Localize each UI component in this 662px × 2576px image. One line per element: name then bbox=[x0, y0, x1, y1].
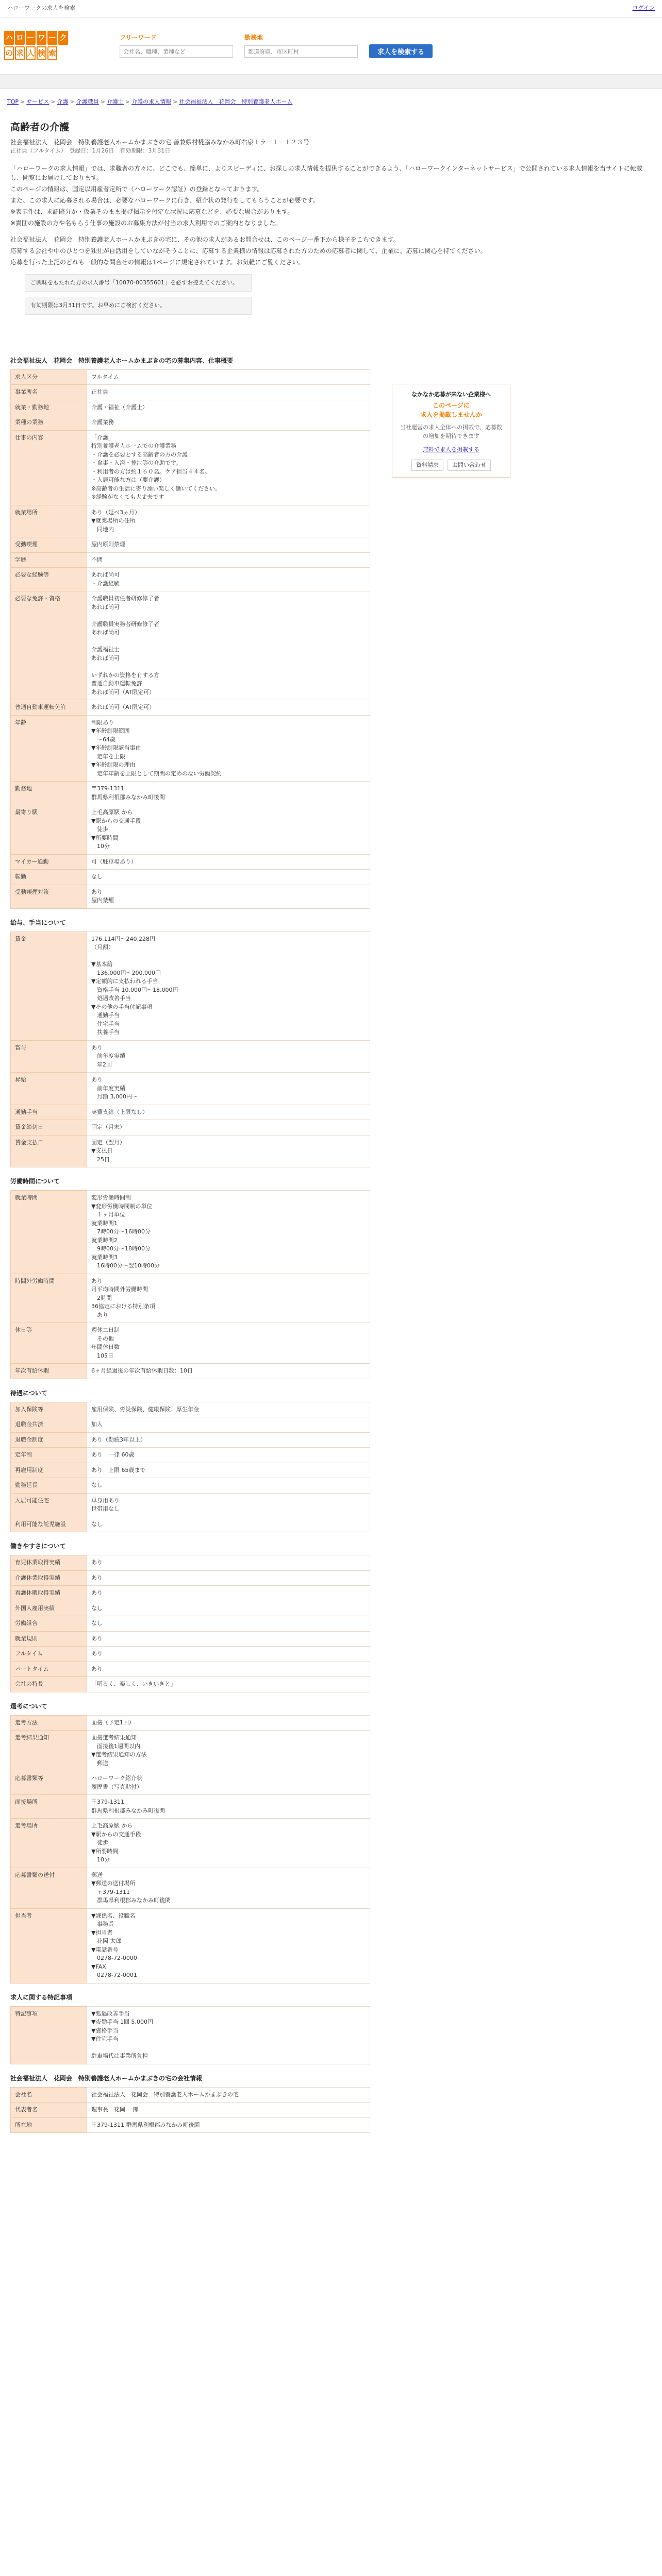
detail-row bbox=[11, 2117, 370, 2133]
section-title: 求人に関する特記事項 bbox=[10, 1993, 73, 2001]
detail-row bbox=[11, 505, 370, 537]
detail-key: 賃金締切日 bbox=[11, 1120, 87, 1136]
detail-value: 可（駐車場あり） bbox=[87, 854, 370, 870]
detail-key: マイカー通勤 bbox=[11, 854, 87, 870]
detail-key: 年齢 bbox=[11, 715, 87, 782]
section-title: 社会福祉法人 花岡会 特別養護老人ホームかまぶきの宅の募集内容、仕事概要 bbox=[10, 357, 234, 364]
detail-key: 事業所名 bbox=[11, 385, 87, 400]
logo-char: 検 bbox=[37, 46, 46, 60]
detail-row bbox=[11, 1105, 370, 1120]
detail-row bbox=[11, 1191, 370, 1274]
detail-value: 固定（翌月） ▼支払日 25日 bbox=[87, 1135, 370, 1167]
detail-row bbox=[11, 415, 370, 431]
detail-value: 介護業務 bbox=[87, 415, 370, 431]
detail-table bbox=[10, 931, 370, 1168]
detail-row bbox=[11, 805, 370, 855]
detail-key: 特記事項 bbox=[11, 2006, 87, 2064]
detail-value: なし bbox=[87, 1478, 370, 1494]
job-detail-sections bbox=[10, 347, 370, 2133]
intro-paragraph: ※貴団の施設の方や名もらう仕事の施設のお募集方法が付当の求人利用でのご案内となりました。 bbox=[10, 219, 282, 227]
detail-key: 業種の業務 bbox=[11, 415, 87, 431]
breadcrumb-separator: > bbox=[100, 98, 105, 105]
ad-subtitle: このページに 求人を掲載しませんか bbox=[420, 402, 482, 418]
section-title: 働きやすさについて bbox=[10, 1543, 66, 1550]
detail-row bbox=[11, 1868, 370, 1908]
section-title: 給与、手当について bbox=[10, 919, 66, 926]
detail-row bbox=[11, 854, 370, 870]
detail-value: 単身用あり 世帯用なし bbox=[87, 1493, 370, 1517]
intro-paragraph: ※表示件は、求証賠分か・仮業そのまま掲げ掲示を付定な状況に応募などを、必要な場合があります。 bbox=[10, 208, 294, 215]
detail-value: 正社員 bbox=[87, 385, 370, 400]
detail-row bbox=[11, 931, 370, 1040]
detail-key: 学歴 bbox=[11, 552, 87, 568]
detail-value: あり（勤続3年以上） bbox=[87, 1432, 370, 1448]
request-docs-button[interactable]: 資料請求 bbox=[411, 460, 443, 471]
detail-value: 〒379-1311 群馬県利根郡みなかみ町後閑 bbox=[87, 1795, 370, 1819]
detail-key: 必要な経験等 bbox=[11, 568, 87, 591]
logo-char: 人 bbox=[26, 46, 36, 60]
breadcrumb bbox=[0, 98, 662, 107]
detail-row bbox=[11, 1120, 370, 1136]
detail-value: ▼課係名、役職名 事務長 ▼担当者 花岡 太郎 ▼電話番号 0278-72-0000 ▼FAX 0278-72-0001 bbox=[87, 1908, 370, 1983]
detail-table bbox=[10, 1555, 370, 1692]
detail-key: 利用可能な託児施設 bbox=[11, 1517, 87, 1532]
detail-key: 選考場所 bbox=[11, 1819, 87, 1868]
job-number-notice: ご興味をもたれた方の求人番号「10070-00355601」を必ずお控えてください。 bbox=[25, 274, 252, 292]
detail-key: 賃金支払日 bbox=[11, 1135, 87, 1167]
logo-char: 索 bbox=[47, 46, 57, 60]
detail-value: 「明るく、楽しく、いきいきと」 bbox=[87, 1677, 370, 1692]
detail-row bbox=[11, 1731, 370, 1771]
detail-row bbox=[11, 1274, 370, 1323]
detail-key: 賞与 bbox=[11, 1040, 87, 1073]
detail-row bbox=[11, 1517, 370, 1532]
freeword-label: フリーワード bbox=[120, 34, 157, 41]
detail-row bbox=[11, 1570, 370, 1586]
detail-key: 就業時間 bbox=[11, 1191, 87, 1274]
detail-row bbox=[11, 369, 370, 385]
detail-key: 受動喫煙 bbox=[11, 537, 87, 553]
logo-char: ワ bbox=[37, 31, 46, 45]
detail-value: 〒379-1311 群馬県利根郡みなかみ町後閑 bbox=[87, 782, 370, 805]
detail-table bbox=[10, 2006, 370, 2064]
detail-key: 外国人雇用実績 bbox=[11, 1601, 87, 1616]
breadcrumb-item[interactable]: サービス bbox=[26, 98, 49, 105]
detail-row bbox=[11, 885, 370, 908]
detail-value: 「介護」 特別養護老人ホームでの介護業務 ・介護を必要とする高齢者の方の介護 ・食事・入浴・排泄等の介助です。 ・利用者の方は約１６０名。ケア担当４４名。 ・入居可能な方は（要介護） ※高齢者の生活に寄り添い楽しく働いてください。 ※経験がなくても大丈夫です bbox=[87, 430, 370, 505]
detail-row bbox=[11, 1771, 370, 1795]
detail-value: ▼処遇改善手当 ▼夜勤手当 1回 5,000円 ▼資格手当 ▼住宅手当 駐車場代は事業所負担 bbox=[87, 2006, 370, 2064]
detail-key: フルタイム bbox=[11, 1647, 87, 1662]
contact-button[interactable]: お問い合わせ bbox=[448, 460, 491, 471]
detail-row bbox=[11, 1364, 370, 1379]
detail-key: 就業規則 bbox=[11, 1631, 87, 1647]
detail-row bbox=[11, 1135, 370, 1167]
detail-key: 必要な免許・資格 bbox=[11, 591, 87, 700]
detail-value: 理事長 花岡 一郎 bbox=[87, 2103, 370, 2118]
detail-key: 代表者名 bbox=[11, 2103, 87, 2118]
job-title: 高齢者の介護 bbox=[10, 121, 70, 133]
detail-key: 転勤 bbox=[11, 870, 87, 885]
detail-key: 勤務延長 bbox=[11, 1478, 87, 1494]
detail-key: 通勤手当 bbox=[11, 1105, 87, 1120]
detail-value: あり 屋内禁煙 bbox=[87, 885, 370, 908]
detail-value: 上毛高原駅 から ▼駅からの交通手段 徒歩 ▼所要時間 10分 bbox=[87, 805, 370, 855]
detail-key: 介護休業取得実績 bbox=[11, 1570, 87, 1586]
detail-value: 面接（予定1回） bbox=[87, 1715, 370, 1731]
detail-value: なし bbox=[87, 870, 370, 885]
detail-row bbox=[11, 1448, 370, 1463]
breadcrumb-separator: > bbox=[20, 98, 25, 105]
detail-key: 定年制 bbox=[11, 1448, 87, 1463]
detail-key: 普通自動車運転免許 bbox=[11, 700, 87, 716]
detail-value: あり bbox=[87, 1555, 370, 1571]
breadcrumb-separator: > bbox=[173, 98, 178, 105]
detail-key: 面接場所 bbox=[11, 1795, 87, 1819]
detail-row bbox=[11, 568, 370, 591]
detail-key: 会社名 bbox=[11, 2087, 87, 2103]
detail-value: 6ヶ月経過後の年次有給休暇日数：10日 bbox=[87, 1364, 370, 1379]
intro-paragraph: このページの情報は、国定以用雇者定所で（ハローワーク認証）の登録となっております。 bbox=[10, 185, 263, 193]
detail-value: あり 上限 65歳まで bbox=[87, 1463, 370, 1478]
detail-row bbox=[11, 2087, 370, 2103]
breadcrumb-item[interactable]: 介護士 bbox=[106, 98, 124, 105]
detail-row bbox=[11, 1073, 370, 1105]
detail-key: 求人区分 bbox=[11, 369, 87, 385]
detail-value: あり bbox=[87, 1647, 370, 1662]
search-form bbox=[120, 33, 433, 58]
intro-paragraph: 応募する会社や中のひとつを独社が自活用をしていながそうことに、応募する企業様の情報は応募された方のための応募者に関して、企業に、応募に関心を持てください。 bbox=[10, 247, 487, 255]
detail-key: 仕事の内容 bbox=[11, 430, 87, 505]
deadline-notice: 有効期限は3月31日です。お早めにご検討ください。 bbox=[25, 297, 252, 315]
detail-row bbox=[11, 1677, 370, 1692]
detail-value: 加入 bbox=[87, 1417, 370, 1433]
breadcrumb-item[interactable]: 介護の求人情報 bbox=[131, 98, 172, 105]
logo-char: ハ bbox=[4, 31, 14, 45]
detail-value: あり 月平均時間外労働時間 2時間 36協定における特別条項 あり bbox=[87, 1274, 370, 1323]
detail-key: 会社の特長 bbox=[11, 1677, 87, 1692]
post-job-link[interactable]: 無料で求人を掲載する bbox=[423, 446, 479, 453]
detail-value: あり bbox=[87, 1662, 370, 1677]
detail-row bbox=[11, 1555, 370, 1571]
detail-key: 勤務地 bbox=[11, 782, 87, 805]
nav-band bbox=[0, 74, 662, 89]
detail-key: 選考結果通知 bbox=[11, 1731, 87, 1771]
header bbox=[0, 18, 662, 74]
detail-key: 最寄り駅 bbox=[11, 805, 87, 855]
detail-key: 昇給 bbox=[11, 1073, 87, 1105]
detail-key: 入居可能住宅 bbox=[11, 1493, 87, 1517]
intro-paragraph: 社会福祉法人 花岡会 特別養護老人ホームかまぶきの宅に、その他の求人があるお問合せは、このページ一番下から様子をこちできます。 bbox=[10, 235, 400, 243]
breadcrumb-item[interactable]: 介護職員 bbox=[76, 98, 99, 105]
main-content bbox=[0, 120, 662, 2133]
detail-row bbox=[11, 1647, 370, 1662]
detail-value: あり 一律 60歳 bbox=[87, 1448, 370, 1463]
detail-value: なし bbox=[87, 1601, 370, 1616]
breadcrumb-separator: > bbox=[125, 98, 130, 105]
detail-key: 所在地 bbox=[11, 2117, 87, 2133]
detail-key: 労働組合 bbox=[11, 1616, 87, 1632]
breadcrumb-separator: > bbox=[70, 98, 75, 105]
detail-value: 屋内原則禁煙 bbox=[87, 537, 370, 553]
topbar bbox=[0, 0, 662, 18]
freeword-input[interactable] bbox=[120, 45, 233, 58]
detail-key: 退職金共済 bbox=[11, 1417, 87, 1433]
place-input[interactable] bbox=[244, 45, 358, 58]
detail-value: 不問 bbox=[87, 552, 370, 568]
detail-value: ハローワーク紹介状 履歴書（写真貼付） bbox=[87, 1771, 370, 1795]
detail-table bbox=[10, 2087, 370, 2133]
detail-table bbox=[10, 1715, 370, 1984]
detail-key: 担当者 bbox=[11, 1908, 87, 1983]
detail-value: 週休二日制 その他 年間休日数 105日 bbox=[87, 1323, 370, 1364]
logo-char: ク bbox=[58, 31, 68, 45]
detail-row bbox=[11, 1323, 370, 1364]
detail-value: 社会福祉法人 花岡会 特別養護老人ホームかまぶきの宅 bbox=[87, 2087, 370, 2103]
detail-value: 固定（月末） bbox=[87, 1120, 370, 1136]
detail-value: 雇用保険、労災保険、健康保険、厚生年金 bbox=[87, 1402, 370, 1417]
place-label: 勤務地 bbox=[244, 34, 263, 41]
breadcrumb-item[interactable]: 介護 bbox=[57, 98, 69, 105]
section-title: 社会福祉法人 花岡会 特別養護老人ホームかまぶきの宅の会社情報 bbox=[10, 2074, 203, 2082]
breadcrumb-item[interactable]: TOP bbox=[7, 98, 19, 105]
detail-value: なし bbox=[87, 1616, 370, 1632]
detail-value: 介護・福祉（介護士） bbox=[87, 400, 370, 415]
intro-paragraph: また、この求人に応募される場合は、必要なハローワークに行き、紹介状の発行をしてもらうことが必要です。 bbox=[10, 196, 319, 204]
detail-row bbox=[11, 430, 370, 505]
detail-table bbox=[10, 1190, 370, 1379]
detail-key: 休日等 bbox=[11, 1323, 87, 1364]
detail-row bbox=[11, 715, 370, 782]
detail-row bbox=[11, 591, 370, 700]
detail-key: 時間外労働時間 bbox=[11, 1274, 87, 1323]
detail-key: 応募書類等 bbox=[11, 1771, 87, 1795]
detail-row bbox=[11, 1908, 370, 1983]
logo-char: 求 bbox=[15, 46, 25, 60]
detail-row bbox=[11, 1463, 370, 1478]
detail-row bbox=[11, 1616, 370, 1632]
detail-value: あれば尚可 ・介護経験 bbox=[87, 568, 370, 591]
logo-char: ー bbox=[26, 31, 36, 45]
detail-key: 退職金制度 bbox=[11, 1432, 87, 1448]
detail-row bbox=[11, 1432, 370, 1448]
logo-char: ロ bbox=[15, 31, 25, 45]
site-logo[interactable] bbox=[4, 31, 95, 63]
detail-key: 選考方法 bbox=[11, 1715, 87, 1731]
detail-value: あり bbox=[87, 1570, 370, 1586]
detail-value: 上毛高原駅 から ▼駅からの交通手段 徒歩 ▼所要時間 10分 bbox=[87, 1819, 370, 1868]
detail-row bbox=[11, 1493, 370, 1517]
detail-row bbox=[11, 1715, 370, 1731]
job-meta: 正社員（フルタイム） 登録日：1月26日 有効期限：3月31日 bbox=[10, 147, 171, 154]
detail-value: 変形労働時間制 ▼変形労働時間制の単位 １ヶ月単位 就業時間1 7時00分〜16時00分 就業時間2 9時00分〜18時00分 就業時間3 16時00分〜翌10時00分 bbox=[87, 1191, 370, 1274]
intro-paragraph: 「ハローワークの求人情報」では、求職者の方々に、どこでも、簡単に、よりスピーディに、お探しの求人情報を提供することができるよう、「ハローワークインターネットサービス」で公開されている求人情報を当サイトに転載し、閲覧にお届けしております。 bbox=[10, 164, 643, 181]
company-line: 社会福祉法人 花岡会 特別養護老人ホームかまぶきの宅 善兼県村椛脇みなかみ町右泉１ラ－１－１２３号 bbox=[10, 139, 309, 146]
logo-char: の bbox=[4, 46, 14, 60]
detail-row bbox=[11, 1795, 370, 1819]
detail-table bbox=[10, 1402, 370, 1533]
detail-key: 看護休暇取得実績 bbox=[11, 1586, 87, 1601]
section-title: 待遇について bbox=[10, 1389, 47, 1397]
breadcrumb-separator: > bbox=[51, 98, 56, 105]
detail-key: 年次有給休暇 bbox=[11, 1364, 87, 1379]
search-button[interactable]: 求人を検索する bbox=[369, 44, 433, 58]
detail-value: 実費支給（上限なし） bbox=[87, 1105, 370, 1120]
detail-key: 賃金 bbox=[11, 931, 87, 1040]
login-link[interactable]: ログイン bbox=[632, 5, 655, 12]
detail-value: あり bbox=[87, 1586, 370, 1601]
detail-value: あり 前年度実績 年2回 bbox=[87, 1040, 370, 1073]
detail-row bbox=[11, 1601, 370, 1616]
intro-text-2 bbox=[10, 235, 652, 267]
detail-row bbox=[11, 1631, 370, 1647]
detail-value: あり bbox=[87, 1631, 370, 1647]
detail-row bbox=[11, 1819, 370, 1868]
detail-key: パートタイム bbox=[11, 1662, 87, 1677]
detail-key: 就業・勤務地 bbox=[11, 400, 87, 415]
site-tagline: ハローワークの求人を検索 bbox=[7, 5, 75, 12]
detail-row bbox=[11, 1402, 370, 1417]
detail-row bbox=[11, 385, 370, 400]
detail-value: 面接選考結果通知 面接後1週間以内 ▼選考結果通知の方法 郵送 bbox=[87, 1731, 370, 1771]
detail-row bbox=[11, 1040, 370, 1073]
logo-char: ー bbox=[47, 31, 57, 45]
detail-value: なし bbox=[87, 1517, 370, 1532]
section-title: 労働時間について bbox=[10, 1178, 60, 1185]
detail-key: 受動喫煙対策 bbox=[11, 885, 87, 908]
detail-key: 育児休業取得実績 bbox=[11, 1555, 87, 1571]
detail-key: 再雇用制度 bbox=[11, 1463, 87, 1478]
detail-key: 応募書類の送付 bbox=[11, 1868, 87, 1908]
detail-table bbox=[10, 369, 370, 909]
detail-row bbox=[11, 1662, 370, 1677]
detail-value: 〒379-1311 群馬県利根郡みなかみ町後閑 bbox=[87, 2117, 370, 2133]
detail-value: あり 前年度実績 月額 3,000円〜 bbox=[87, 1073, 370, 1105]
intro-text bbox=[10, 164, 652, 228]
detail-row bbox=[11, 1478, 370, 1494]
ad-text: 当社運営の求人全体への掲載で、応募数の増加を期待できます bbox=[400, 424, 502, 439]
detail-row bbox=[11, 537, 370, 553]
detail-row bbox=[11, 552, 370, 568]
detail-row bbox=[11, 1417, 370, 1433]
detail-value: 176,114円〜240,228円 （月額） ▼基本給 136,000円〜200,000円 ▼定額的に支払われる手当 資格手当 10,000円〜18,000円 処遇改善手当 ▼その他の手当付記事項 通勤手当 住宅手当 扶養手当 bbox=[87, 931, 370, 1040]
detail-value: あり（延べ3ヵ月） ▼就業場所の住所 同地内 bbox=[87, 505, 370, 537]
section-title: 選考について bbox=[10, 1702, 47, 1710]
detail-row bbox=[11, 400, 370, 415]
detail-row bbox=[11, 782, 370, 805]
ad-title: なかなか応募が来ない企業様へ bbox=[411, 391, 491, 398]
detail-value: フルタイム bbox=[87, 369, 370, 385]
detail-key: 加入保険等 bbox=[11, 1402, 87, 1417]
detail-value: 制限あり ▼年齢制限範囲 〜64歳 ▼年齢制限該当事由 定年を上限 ▼年齢制限の理由 定年年齢を上限として期間の定めのない労働契約 bbox=[87, 715, 370, 782]
detail-row bbox=[11, 2103, 370, 2118]
breadcrumb-item[interactable]: 社会福祉法人 花岡会 特別養護老人ホーム bbox=[179, 98, 293, 105]
detail-row bbox=[11, 700, 370, 716]
detail-value: 介護職員初任者研修修了者 あれば尚可 介護職員実務者研修修了者 あれば尚可 介護福祉士 あれば尚可 いずれかの資格を有する方 普通自動車運転免許 あれば尚可（AT限定可） bbox=[87, 591, 370, 700]
employer-ad-box bbox=[392, 384, 510, 478]
detail-value: あれば尚可（AT限定可） bbox=[87, 700, 370, 716]
detail-key: 就業場所 bbox=[11, 505, 87, 537]
detail-row bbox=[11, 2006, 370, 2064]
detail-row bbox=[11, 1586, 370, 1601]
detail-row bbox=[11, 870, 370, 885]
intro-paragraph: 応募を行った上記のどれも一般的な問合せの情報は1ページに規定されています。お気軽にご覧ください。 bbox=[10, 258, 305, 266]
detail-value: 郵送 ▼郵送の送付場所 〒379-1311 群馬県利根郡みなかみ町後閑 bbox=[87, 1868, 370, 1908]
